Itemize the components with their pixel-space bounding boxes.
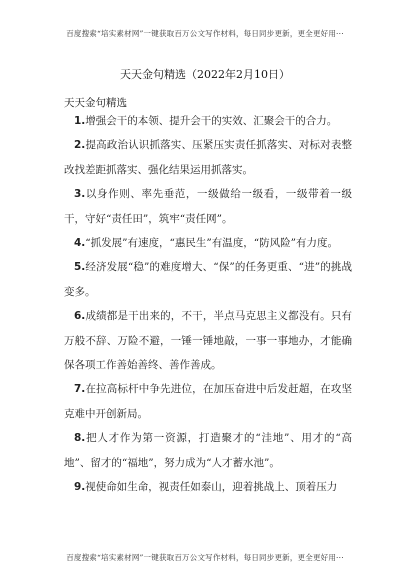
- list-item: 5.经济发展“稳”的难度增大、“保”的任务更重、“进”的挑战变多。: [64, 261, 352, 298]
- list-item: 7.在拉高标杆中争先进位，在加压奋进中后发赶超，在攻坚克难中开创新局。: [64, 383, 352, 420]
- list-item: 1.增强会干的本领、提升会干的实效、汇聚会干的合力。: [74, 115, 338, 127]
- list-item: 2.提高政治认识抓落实、压紧压实责任抓落实、对标对表整改找差距抓落实、强化结果运用抓落实。: [64, 139, 352, 176]
- list-item: 9.视使命如生命，视责任如泰山，迎着挑战上、顶着压力: [74, 481, 338, 494]
- page-header: 百度搜索“培实素材网”一键获取百万公文写作材料，每日同步更新，更全更好用···: [66, 29, 344, 38]
- item-list: [64, 109, 352, 500]
- list-item: 3.以身作则、率先垂范，一级做给一级看，一级带着一级干，守好“责任田”，筑牢“责任网”。: [64, 188, 352, 225]
- document-title: 天天金句精选（2022年2月10日）: [120, 68, 290, 81]
- section-heading: 天天金句精选: [64, 97, 127, 109]
- list-item: 8.把人才作为第一资源，打造聚才的“洼地”、用才的“高地”、留才的“福地”，努力成为“人才蓄水池”。: [64, 432, 352, 469]
- list-item: 4.“抓发展”有速度，“惠民生”有温度，“防风险”有力度。: [74, 237, 339, 250]
- page-footer: 百度搜索“培实素材网”一键获取百万公文写作材料，每日同步更新，更全更好用···: [66, 553, 344, 562]
- list-item: 6.成绩都是干出来的，不干，半点马克思主义都没有。只有万般不辞、万险不避，一锤一锤地敲，一事一事地办，才能确保各项工作善始善终、善作善成。: [64, 310, 352, 372]
